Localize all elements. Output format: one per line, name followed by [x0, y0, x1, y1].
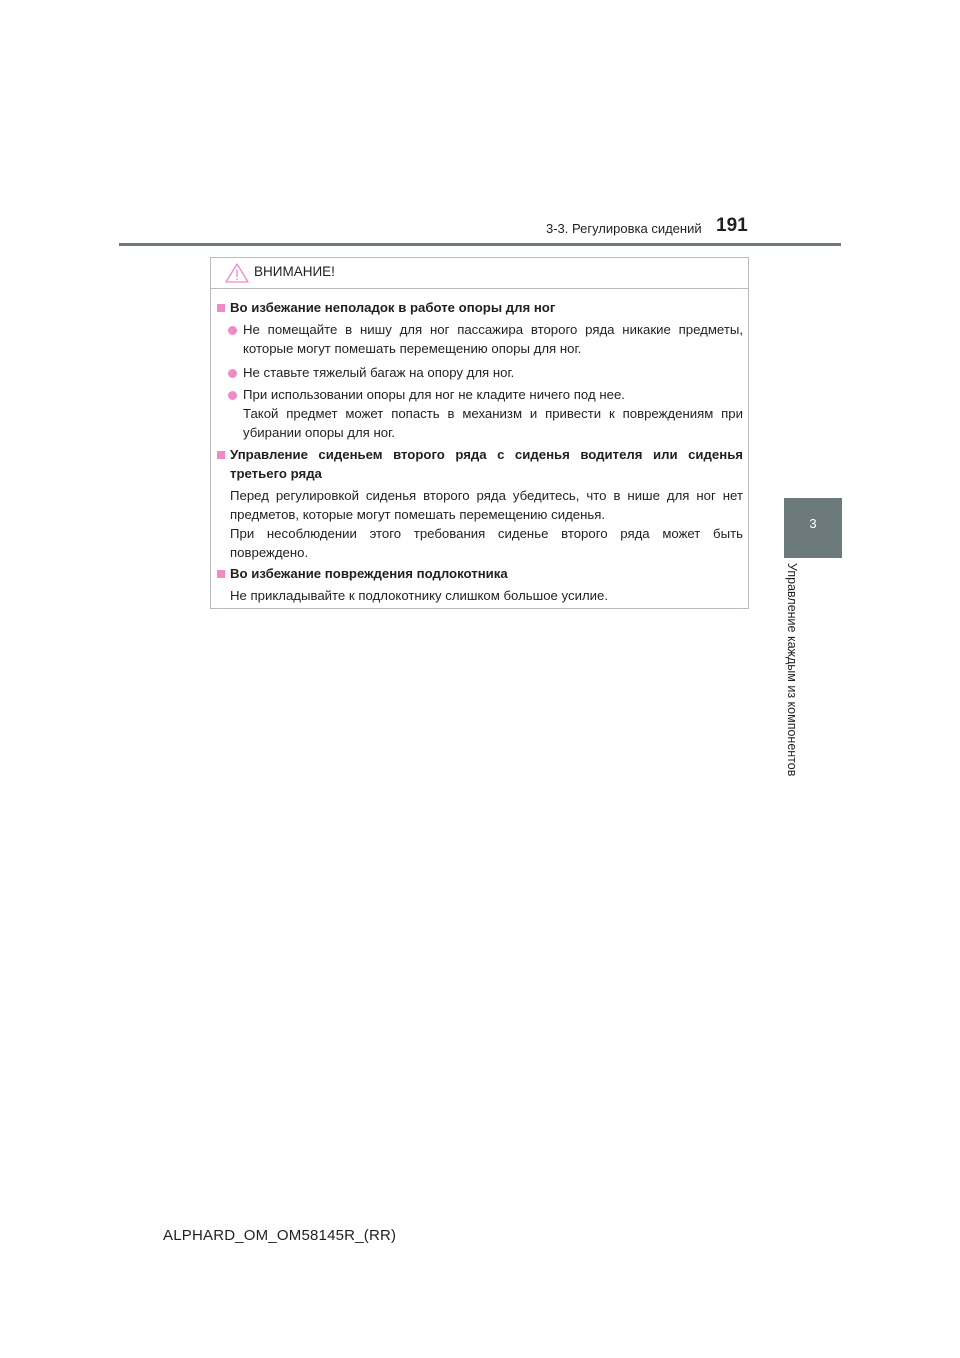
- document-code: ALPHARD_OM_OM58145R_(RR): [163, 1227, 397, 1244]
- warning-box: [210, 257, 749, 609]
- section-title: 3-3. Регулировка сидений: [546, 221, 702, 236]
- chapter-tab: [784, 498, 842, 558]
- bullet-text: Такой предмет может попасть в механизм и привести к повреждениям при: [243, 406, 743, 421]
- section-marker: [217, 570, 225, 578]
- section-marker: [217, 451, 225, 459]
- warning-triangle-icon: [225, 263, 249, 283]
- warning-title: ВНИМАНИЕ!: [254, 264, 335, 279]
- bullet-text: Не помещайте в нишу для ног пассажира второго ряда никакие предметы,: [243, 322, 743, 337]
- bullet-text: которые могут помешать перемещению опоры для ног.: [243, 341, 582, 356]
- body-text: При несоблюдении этого требования сиденье второго ряда может быть: [230, 526, 743, 541]
- bullet-dot: [228, 326, 237, 335]
- chapter-number: 3: [809, 516, 817, 531]
- warning-header: [211, 258, 748, 289]
- bullet-dot: [228, 369, 237, 378]
- header-rule: [119, 243, 841, 246]
- section-heading: Управление сиденьем второго ряда с сиденья водителя или сиденья: [230, 447, 743, 462]
- bullet-text: Не ставьте тяжелый багаж на опору для ног.: [243, 365, 515, 380]
- chapter-title: Управление каждым из компонентов: [785, 563, 799, 777]
- body-text: предметов, которые могут помешать перемещению сиденья.: [230, 507, 606, 522]
- section-heading: третьего ряда: [230, 466, 322, 481]
- section-heading: Во избежание повреждения подлокотника: [230, 566, 508, 581]
- bullet-text: При использовании опоры для ног не кладите ничего под нее.: [243, 387, 625, 402]
- section-heading: Во избежание неполадок в работе опоры для ног: [230, 300, 556, 315]
- body-text: повреждено.: [230, 545, 309, 560]
- section-marker: [217, 304, 225, 312]
- chapter-title-wrap: [782, 563, 806, 798]
- bullet-dot: [228, 391, 237, 400]
- body-text: Перед регулировкой сиденья второго ряда убедитесь, что в нише для ног нет: [230, 488, 743, 503]
- page-number: 191: [716, 215, 748, 236]
- body-text: Не прикладывайте к подлокотнику слишком большое усилие.: [230, 588, 609, 603]
- bullet-text: убирании опоры для ног.: [243, 425, 395, 440]
